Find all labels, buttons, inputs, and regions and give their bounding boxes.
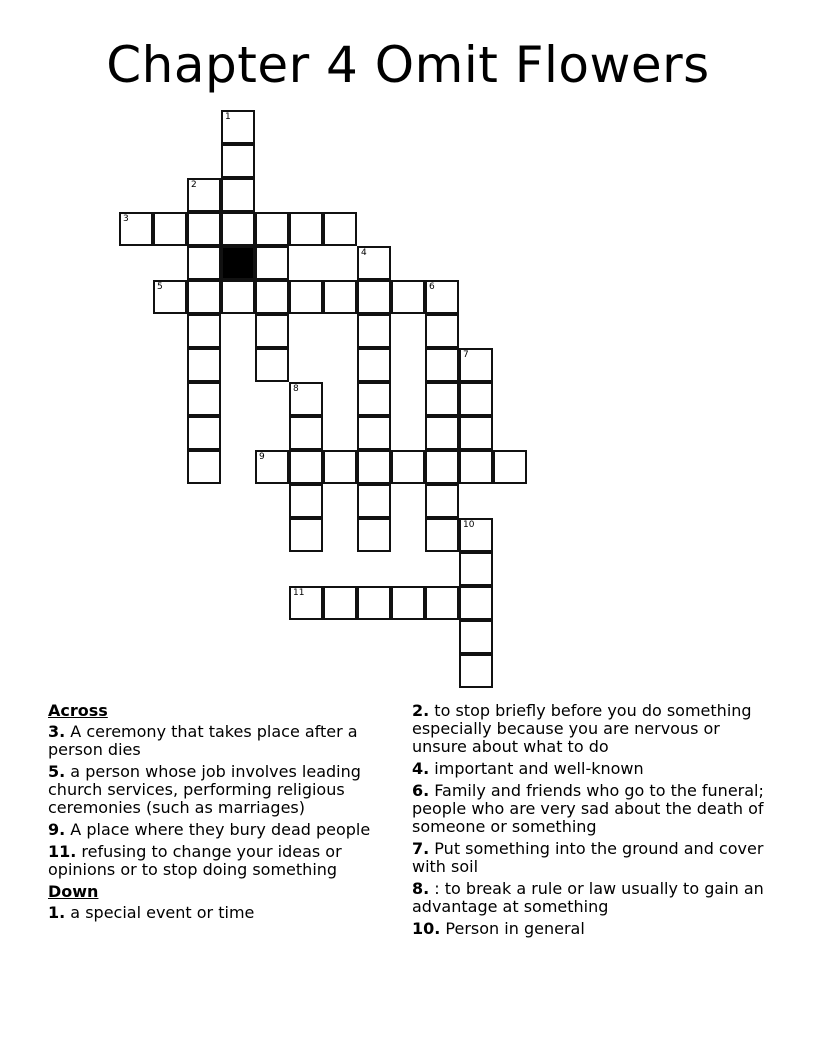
clue-number-label: 7 — [463, 350, 469, 360]
grid-cell[interactable] — [187, 382, 221, 416]
clue-item — [48, 723, 393, 759]
clue-text: Person in general — [440, 919, 585, 938]
grid-cell[interactable] — [459, 620, 493, 654]
clue-item — [412, 840, 772, 876]
clue-item — [48, 763, 393, 817]
clue-item — [412, 920, 772, 938]
grid-cell[interactable] — [289, 416, 323, 450]
down-heading: Down — [48, 882, 99, 901]
clue-number-label: 11 — [293, 588, 305, 598]
clue-text: A ceremony that takes place after a person dies — [48, 722, 358, 759]
grid-cell[interactable] — [323, 586, 357, 620]
clue-number: 1. — [48, 903, 66, 922]
grid-cell[interactable] — [289, 382, 323, 416]
clue-item — [412, 702, 772, 756]
grid-cell[interactable] — [357, 416, 391, 450]
black-cell — [221, 246, 255, 280]
grid-cell[interactable] — [425, 416, 459, 450]
grid-cell[interactable] — [357, 382, 391, 416]
grid-cell[interactable] — [357, 280, 391, 314]
clue-text: important and well-known — [429, 759, 644, 778]
grid-cell[interactable] — [187, 416, 221, 450]
grid-cell[interactable] — [323, 450, 357, 484]
grid-cell[interactable] — [459, 518, 493, 552]
clue-number: 5. — [48, 762, 66, 781]
clue-item — [48, 904, 393, 922]
grid-cell[interactable] — [289, 484, 323, 518]
clues-column-right — [412, 702, 772, 942]
grid-cell[interactable] — [425, 450, 459, 484]
clue-number: 8. — [412, 879, 430, 898]
clue-text: a person whose job involves leading church services, performing religious ceremonies (such as marriages) — [48, 762, 361, 817]
grid-cell[interactable] — [493, 450, 527, 484]
clue-number: 11. — [48, 842, 77, 861]
grid-cell[interactable] — [323, 280, 357, 314]
clue-number-label: 9 — [259, 452, 265, 462]
grid-cell[interactable] — [459, 450, 493, 484]
clue-text: : to break a rule or law usually to gain an advantage at something — [412, 879, 764, 916]
puzzle-title: Chapter 4 Omit Flowers — [106, 36, 710, 94]
grid-cell[interactable] — [357, 246, 391, 280]
grid-cell[interactable] — [391, 586, 425, 620]
grid-cell[interactable] — [357, 314, 391, 348]
grid-cell[interactable] — [255, 348, 289, 382]
grid-cell[interactable] — [187, 348, 221, 382]
grid-cell[interactable] — [289, 450, 323, 484]
clue-number: 10. — [412, 919, 441, 938]
grid-cell[interactable] — [221, 110, 255, 144]
clue-number-label: 2 — [191, 180, 197, 190]
grid-cell[interactable] — [153, 212, 187, 246]
clue-text: a special event or time — [65, 903, 255, 922]
clue-number: 7. — [412, 839, 430, 858]
grid-cell[interactable] — [391, 450, 425, 484]
clue-item — [48, 821, 393, 839]
grid-cell[interactable] — [459, 586, 493, 620]
clues-column-left — [48, 702, 393, 926]
grid-cell[interactable] — [459, 416, 493, 450]
grid-cell[interactable] — [425, 518, 459, 552]
grid-cell[interactable] — [221, 212, 255, 246]
grid-cell[interactable] — [289, 212, 323, 246]
clue-item — [48, 843, 393, 879]
clue-number-label: 6 — [429, 282, 435, 292]
clue-number-label: 1 — [225, 112, 231, 122]
grid-cell[interactable] — [357, 586, 391, 620]
clue-text: A place where they bury dead people — [65, 820, 371, 839]
clue-number-label: 10 — [463, 520, 475, 530]
clue-text: to stop briefly before you do something especially because you are nervous or unsure about what to do — [412, 701, 752, 756]
across-heading: Across — [48, 701, 108, 720]
grid-cell[interactable] — [425, 586, 459, 620]
clue-number: 4. — [412, 759, 430, 778]
clue-number: 6. — [412, 781, 430, 800]
grid-cell[interactable] — [289, 518, 323, 552]
clue-number: 9. — [48, 820, 66, 839]
clue-number: 2. — [412, 701, 430, 720]
grid-cell[interactable] — [221, 178, 255, 212]
grid-cell[interactable] — [255, 280, 289, 314]
grid-cell[interactable] — [357, 450, 391, 484]
grid-cell[interactable] — [425, 382, 459, 416]
grid-cell[interactable] — [255, 450, 289, 484]
grid-cell[interactable] — [391, 280, 425, 314]
grid-cell[interactable] — [221, 144, 255, 178]
grid-cell[interactable] — [187, 246, 221, 280]
grid-cell[interactable] — [255, 314, 289, 348]
grid-cell[interactable] — [357, 484, 391, 518]
grid-cell[interactable] — [425, 484, 459, 518]
grid-cell[interactable] — [255, 212, 289, 246]
grid-cell[interactable] — [459, 552, 493, 586]
clue-text: Family and friends who go to the funeral; people who are very sad about the death of someone or something — [412, 781, 764, 836]
clue-number-label: 4 — [361, 248, 367, 258]
grid-cell[interactable] — [187, 450, 221, 484]
clue-number-label: 5 — [157, 282, 163, 292]
grid-cell[interactable] — [357, 348, 391, 382]
grid-cell[interactable] — [459, 348, 493, 382]
grid-cell[interactable] — [255, 246, 289, 280]
grid-cell[interactable] — [187, 314, 221, 348]
grid-cell[interactable] — [425, 348, 459, 382]
grid-cell[interactable] — [289, 280, 323, 314]
clue-item — [412, 782, 772, 836]
grid-cell[interactable] — [425, 280, 459, 314]
grid-cell[interactable] — [119, 212, 153, 246]
grid-cell[interactable] — [187, 212, 221, 246]
grid-cell[interactable] — [153, 280, 187, 314]
grid-cell[interactable] — [425, 314, 459, 348]
grid-cell[interactable] — [187, 280, 221, 314]
grid-cell[interactable] — [221, 280, 255, 314]
grid-cell[interactable] — [187, 178, 221, 212]
grid-cell[interactable] — [323, 212, 357, 246]
clue-number-label: 3 — [123, 214, 129, 224]
clue-item — [412, 880, 772, 916]
clue-item — [412, 760, 772, 778]
clue-number-label: 8 — [293, 384, 299, 394]
grid-cell[interactable] — [459, 654, 493, 688]
clue-text: refusing to change your ideas or opinions or to stop doing something — [48, 842, 342, 879]
grid-cell[interactable] — [357, 518, 391, 552]
clue-text: Put something into the ground and cover with soil — [412, 839, 764, 876]
grid-cell[interactable] — [289, 586, 323, 620]
grid-cell[interactable] — [459, 382, 493, 416]
clue-number: 3. — [48, 722, 66, 741]
